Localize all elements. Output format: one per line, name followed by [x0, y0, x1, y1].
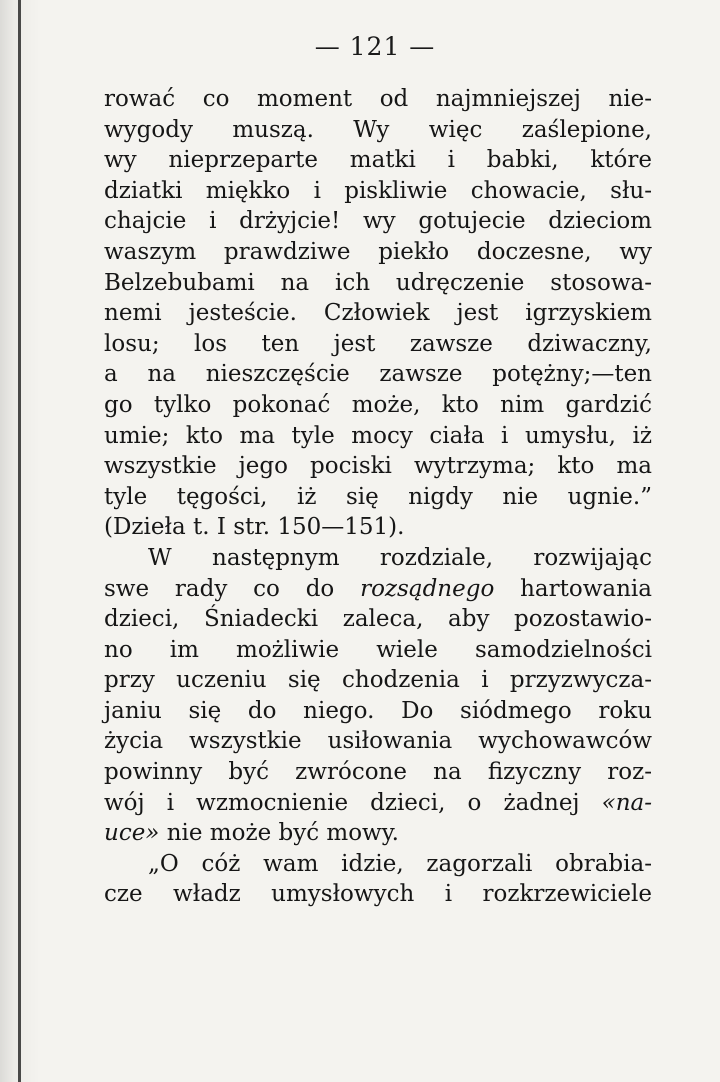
- text-line: [104, 84, 652, 115]
- text-segment: Belzebubami na ich udręczenie stosowa-: [104, 269, 652, 296]
- text-segment: wszystkie jego pociski wytrzyma; kto ma: [104, 453, 652, 480]
- text-line: [104, 818, 652, 849]
- text-line: [104, 635, 652, 666]
- text-segment: no im możliwie wiele samodzielności: [104, 636, 652, 663]
- text-line: [104, 390, 652, 421]
- body-text: [104, 84, 652, 910]
- text-segment: (Dzieła t. I str. 150—151).: [104, 514, 405, 541]
- text-segment: dzieci, Śniadecki zaleca, aby pozostawio-: [104, 606, 652, 633]
- italic-text: rozsądnego: [360, 575, 495, 602]
- page-number: — 121 —: [314, 32, 436, 61]
- text-line: [104, 176, 652, 207]
- text-segment: życia wszystkie usiłowania wychowawców: [104, 728, 652, 755]
- text-segment: janiu się do niego. Do siódmego roku: [104, 697, 652, 724]
- text-segment: przy uczeniu się chodzenia i przyzwycza-: [104, 667, 652, 694]
- text-line: [104, 604, 652, 635]
- text-line: [104, 359, 652, 390]
- text-line: [104, 696, 652, 727]
- text-segment: W następnym rozdziale, rozwijając: [148, 544, 652, 571]
- text-line: [104, 237, 652, 268]
- text-line: [104, 482, 652, 513]
- text-line: [104, 115, 652, 146]
- text-line: [104, 849, 652, 880]
- text-line: [104, 788, 652, 819]
- text-segment: wy nieprzeparte matki i babki, które: [104, 147, 652, 174]
- text-segment: tyle tęgości, iż się nigdy nie ugnie.”: [104, 483, 652, 510]
- text-line: [104, 298, 652, 329]
- text-segment: chajcie i drżyjcie! wy gotujecie dzieciom: [104, 208, 652, 235]
- italic-text: «na-: [601, 789, 652, 816]
- text-segment: wój i wzmocnienie dzieci, o żadnej: [104, 789, 602, 816]
- text-segment: powinny być zwrócone na fizyczny roz-: [104, 759, 652, 786]
- text-segment: nemi jesteście. Człowiek jest igrzyskiem: [104, 300, 652, 327]
- text-segment: umie; kto ma tyle mocy ciała i umysłu, iż: [104, 422, 652, 449]
- text-line: [104, 543, 652, 574]
- text-segment: nie może być mowy.: [159, 820, 399, 847]
- text-line: [104, 879, 652, 910]
- text-segment: hartowania: [494, 575, 653, 602]
- italic-text: uce»: [104, 820, 160, 847]
- text-segment: waszym prawdziwe piekło doczesne, wy: [104, 238, 652, 265]
- binding-edge: [18, 0, 21, 1082]
- text-segment: cze władz umysłowych i rozkrzewiciele: [104, 881, 652, 908]
- text-line: [104, 757, 652, 788]
- text-line: [104, 451, 652, 482]
- text-line: [104, 206, 652, 237]
- text-line: [104, 329, 652, 360]
- text-segment: a na nieszczęście zawsze potężny;—ten: [104, 361, 652, 388]
- text-line: [104, 574, 652, 605]
- text-segment: dziatki miękko i piskliwie chowacie, słu-: [104, 177, 652, 204]
- text-line: [104, 512, 652, 543]
- text-segment: rować co moment od najmniejszej nie-: [104, 86, 652, 112]
- text-line: [104, 268, 652, 299]
- text-segment: wygody muszą. Wy więc zaślepione,: [104, 116, 652, 143]
- text-segment: „O cóż wam idzie, zagorzali obrabia-: [148, 850, 652, 877]
- text-segment: swe rady co do: [104, 575, 361, 602]
- text-segment: go tylko pokonać może, kto nim gardzić: [104, 391, 652, 418]
- text-line: [104, 726, 652, 757]
- text-segment: losu; los ten jest zawsze dziwaczny,: [104, 330, 652, 357]
- text-line: [104, 145, 652, 176]
- text-line: [104, 421, 652, 452]
- text-line: [104, 665, 652, 696]
